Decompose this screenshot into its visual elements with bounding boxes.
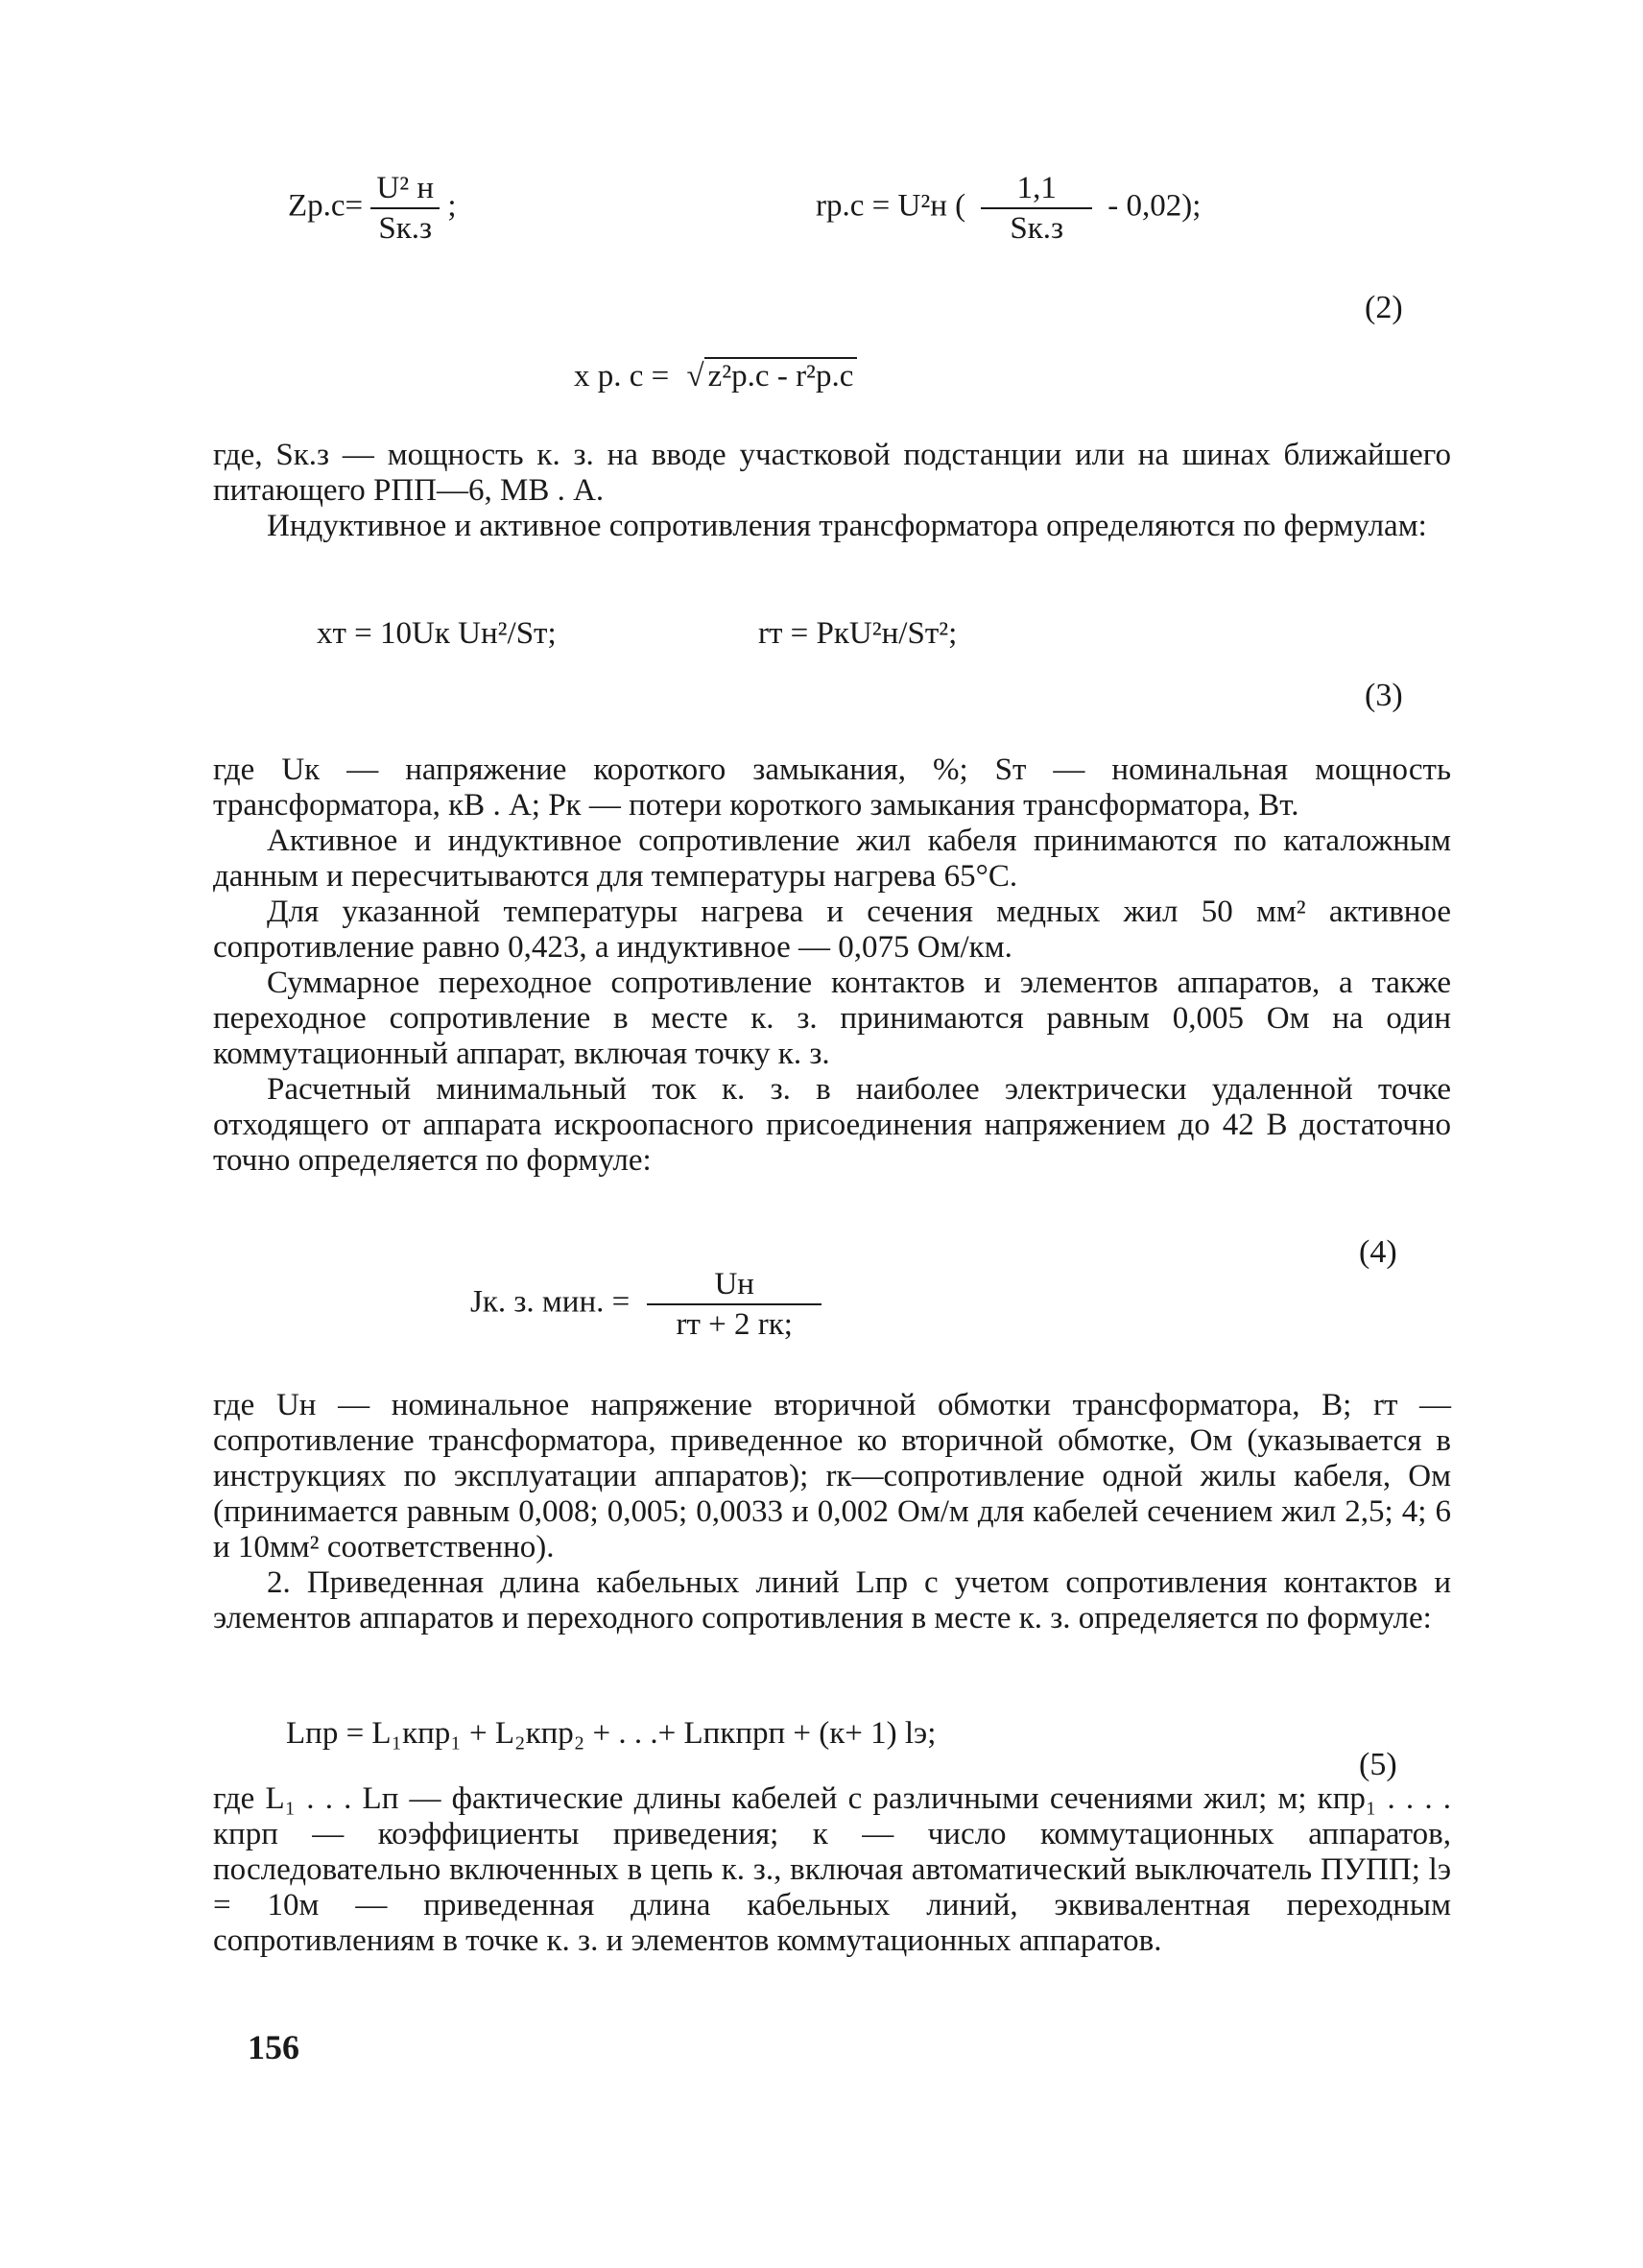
paragraph-contact-resistance: Суммарное переходное сопротивление контактов и элементов аппаратов, а также переходное сопротивление в месте к. з. принимаются равным 0,005 Ом на один коммутационный аппарат, включая точку к. з. — [213, 966, 1451, 1071]
formula-reduced-length: Lпр = L₁кпр₁ + L₂кпр₂ + . . .+ Lпкпрп + (к+ 1) lэ; — [286, 1716, 937, 1751]
formula-rt: rт = PкU²н/Sт²; — [758, 616, 958, 651]
zrc-denominator: Sк.з — [370, 207, 440, 248]
paragraph-un-definition: где Uн — номинальное напряжение вторичной обмотки трансформатора, В; rт — сопротивление трансформатора, приведенное ко вторичной обмотке, Ом (указывается в инструкциях по эксплуатации аппаратов); rк—сопротивление одной жилы кабеля, Ом (принимается равным 0,008; 0,005; 0,0033 и 0,002 Ом/м для кабелей сечением жил 2,5; 4; 6 и 10мм² соответственно). — [213, 1388, 1451, 1564]
equation-number-5: (5) — [1359, 1747, 1397, 1782]
zrc-tail: ; — [447, 188, 457, 224]
equation-number-2: (2) — [1365, 290, 1403, 325]
formula-zrc — [288, 169, 456, 248]
sqrt-symbol: √ — [686, 359, 704, 394]
text-block-2 — [213, 752, 1451, 1179]
equation-number-4: (4) — [1359, 1234, 1397, 1270]
jkz-lhs: Jк. з. мин. = — [470, 1284, 631, 1320]
jkz-denominator: rт + 2 rк; — [647, 1303, 821, 1344]
xrc-lhs: x р. с = — [574, 359, 670, 394]
text-block-4 — [213, 1781, 1451, 1959]
zrc-fraction — [370, 169, 440, 248]
paragraph-uk-definition: где Uк — напряжение короткого замыкания, %; Sт — номинальная мощность трансформатора, кВ . А; Рк — потери короткого замыкания трансформатора, Вт. — [213, 752, 1451, 823]
rrc-numerator: 1,1 — [1016, 171, 1057, 205]
zrc-lhs: Zр.с= — [288, 188, 364, 224]
equation-number-3: (3) — [1365, 678, 1403, 713]
jkz-fraction — [647, 1265, 821, 1344]
paragraph-lengths-definition: где L₁ . . . Lп — фактические длины кабелей с различными сечениями жил; м; кпр₁ . . . . кпрп — коэффициенты приведения; к — число коммутационных аппаратов, последовательно включенных в цепь к. з., включая автоматический выключатель ПУПП; lэ = 10м — приведенная длина кабельных линий, эквивалентная переходным сопротивлениям в точке к. з. и элементов коммутационных аппаратов. — [213, 1781, 1451, 1958]
paragraph-transformer-intro: Индуктивное и активное сопротивления трансформатора определяются по фермулам: — [267, 509, 1427, 543]
page-number: 156 — [248, 2028, 299, 2066]
formula-min-current — [470, 1265, 822, 1344]
paragraph-cable-resistance: Активное и индуктивное сопротивление жил кабеля принимаются по каталожным данным и пересчитываются для температуры нагрева 65°С. — [213, 824, 1451, 894]
formula-xt: xт = 10Uк Uн²/Sт; — [317, 616, 557, 651]
paragraph-copper-values: Для указанной температуры нагрева и сечения медных жил 50 мм² активное сопротивление равно 0,423, а индуктивное — 0,075 Ом/км. — [213, 895, 1451, 965]
paragraph-min-current: Расчетный минимальный ток к. з. в наиболее электрически удаленной точке отходящего от аппарата искроопасного присоединения напряжением до 42 В достаточно точно определяется по формуле: — [213, 1072, 1451, 1178]
jkz-numerator: Uн — [714, 1267, 754, 1301]
text-block-3 — [213, 1388, 1451, 1636]
formula-xrc — [574, 357, 857, 395]
rrc-fraction — [981, 169, 1092, 248]
paragraph-sk3-definition: где, Sк.з — мощность к. з. на вводе участковой подстанции или на шинах ближайшего питающего РПП—6, МВ . А. — [213, 438, 1451, 508]
zrc-numerator: U² н — [376, 171, 435, 205]
rrc-tail: - 0,02); — [1107, 188, 1202, 224]
paragraph-reduced-length: 2. Приведенная длина кабельных линий Lпр с учетом сопротивления контактов и элементов аппаратов и переходного сопротивления в месте к. з. определяется по формуле: — [213, 1565, 1451, 1635]
rrc-lhs: rр.с = U²н ( — [816, 188, 966, 224]
text-block-1 — [213, 438, 1451, 544]
xrc-radicand: z²р.с - r²р.с — [704, 357, 858, 394]
formula-rrc — [816, 169, 1201, 248]
rrc-denominator: Sк.з — [981, 207, 1092, 248]
